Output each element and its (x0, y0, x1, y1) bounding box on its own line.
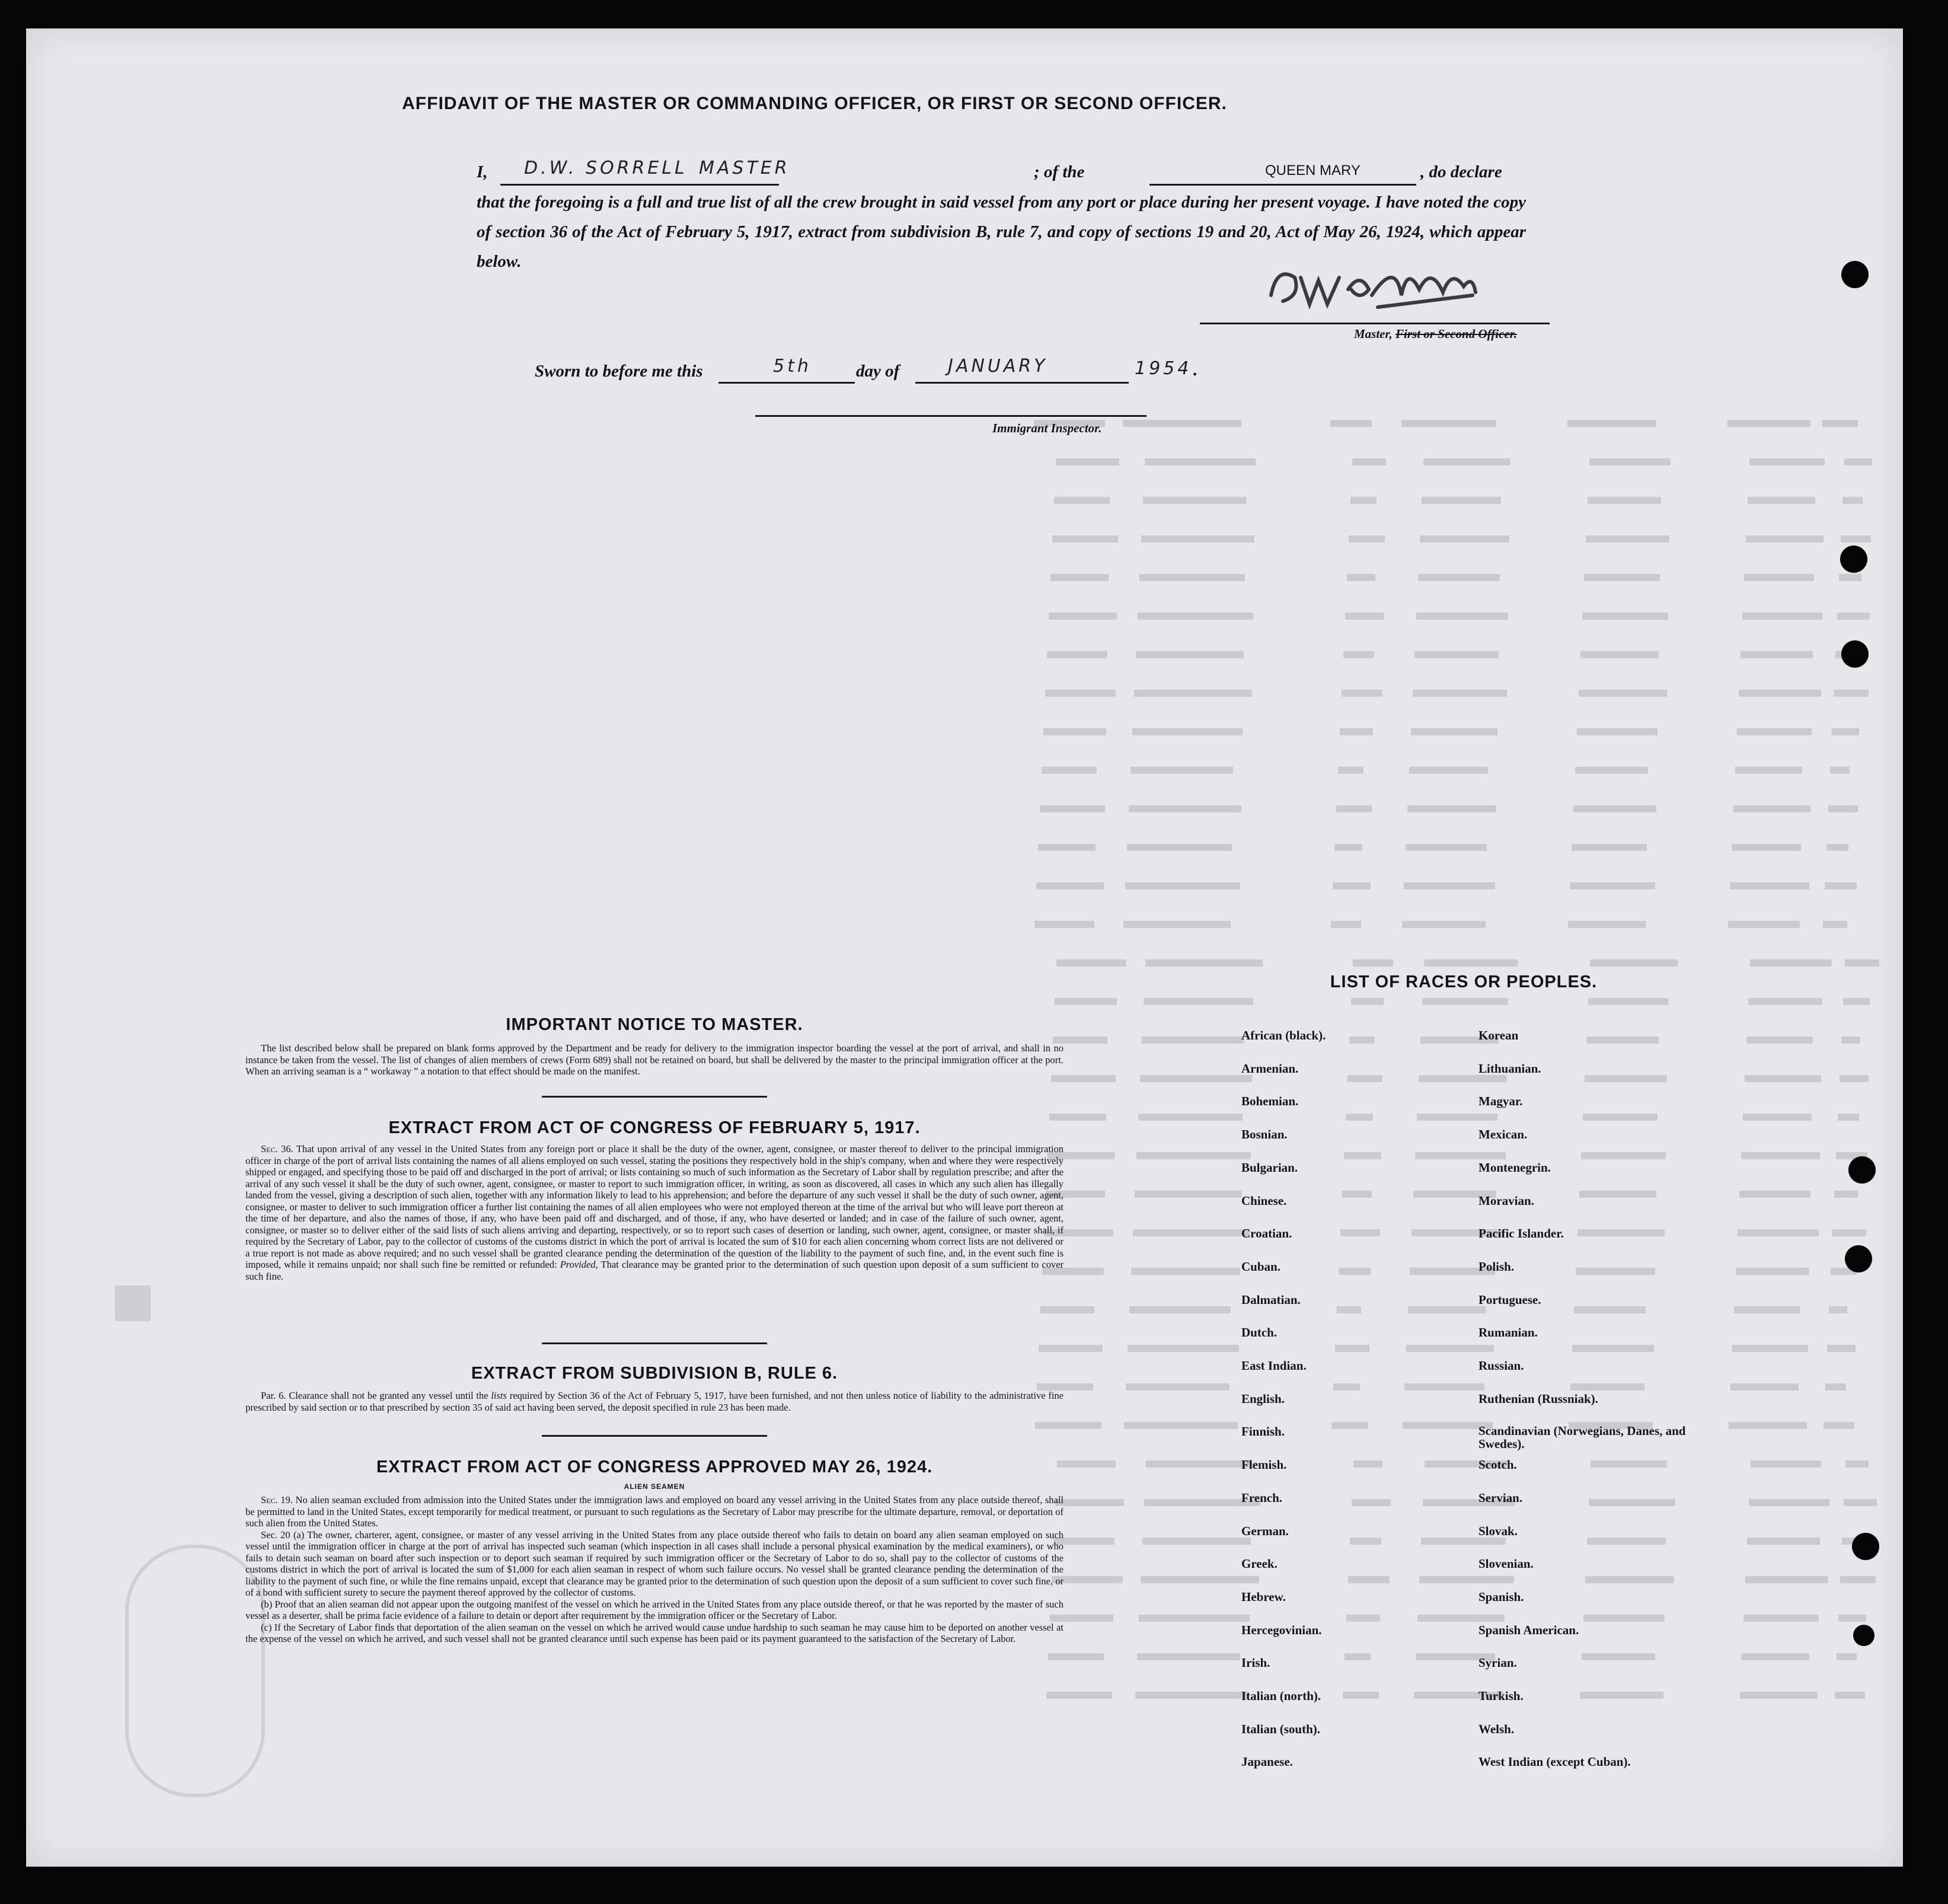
alien-seamen-subtitle: ALIEN SEAMEN (624, 1482, 685, 1491)
affidavit-of-the: ; of the (1034, 162, 1085, 181)
divider (542, 1342, 767, 1344)
punch-hole (1845, 1245, 1872, 1272)
race-item: Russian. (1478, 1358, 1524, 1373)
race-item: Korean (1478, 1028, 1519, 1042)
race-item: West Indian (except Cuban). (1478, 1755, 1631, 1769)
notice-title: IMPORTANT NOTICE TO MASTER. (506, 1015, 803, 1034)
race-item: German. (1241, 1523, 1289, 1538)
signature-line (1200, 323, 1550, 324)
sec20c-body: (c) If the Secretary of Labor finds that deportation of the alien seaman on the vessel on which he arrived would cause undue hardship to such seaman he may cause him to be deported on another vessel at the expense of the vessel on which he arrived, and such vessel shall not be granted clearance until such expense has been paid or its payment guaranteed to the satisfaction of the Secretary of Labor. (245, 1621, 1064, 1644)
master-position: MASTER (699, 158, 790, 178)
race-item: East Indian. (1241, 1358, 1307, 1373)
race-item: Polish. (1478, 1259, 1515, 1274)
sec19-body: No alien seaman excluded from admission into the United States under the immigration laws and employed on board any vessel arriving in the United States from any place outside thereof, shall be permitted to land in the United States, except temporarily for medical treatment, or pursuant to such regulations as the Secretary of Labor may prescribe for the ultimate departure, removal, or deportation of such alien from the United States. (245, 1494, 1064, 1529)
divider (542, 1096, 767, 1098)
punch-hole (1848, 1156, 1876, 1184)
affidavit-title: AFFIDAVIT OF THE MASTER OR COMMANDING OFFICER, OR FIRST OR SECOND OFFICER. (402, 94, 1227, 113)
signature-caption (1354, 327, 1517, 342)
sec20b-body: (b) Proof that an alien seaman did not appear upon the outgoing manifest of the vessel on which he arrived in the United States from any place outside thereof, or that he was reported by the master of such vessel as a deserter, shall be prima facie evidence of a failure to detain or deport after requirement by the immigration officer or the Secretary of Labor. (245, 1598, 1064, 1621)
race-item: Servian. (1478, 1490, 1523, 1505)
race-item: Bulgarian. (1241, 1160, 1298, 1175)
race-item: Portuguese. (1478, 1292, 1541, 1307)
race-item: Welsh. (1478, 1721, 1515, 1736)
race-item: Spanish. (1478, 1589, 1524, 1604)
race-item: Dalmatian. (1241, 1292, 1301, 1307)
sec36-body: That upon arrival of any vessel in the United States from any foreign port or place it shall be the duty of the owner, agent, consignee, or master thereof to deliver to the principal immigration officer in charge of the port of arrival lists containing the names of all aliens employed on such vessel, stating the positions they respectively hold in the ship's company, when and where they were respectively shipped or engaged, and specifying those to be paid off and discharged in the port of arrival; or lists containing so much of such information as the Secretary of Labor shall by regulation prescribe; and after the arrival of any such vessel it shall be the duty of such owner, agent, consignee, or master to report to such immigration officer, in writing, as soon as discovered, all cases in which any such alien has illegally landed from the vessel, giving a description of such alien, together with any information likely to lead to his apprehension; and before the departure of any such vessel it shall be the duty of such owner, agent, consignee, or master to deliver to such immigration officer a further list containing the names of all alien employees who were not employed thereon at the time of the arrival but who will leave port thereon at the time of her departure, and also the names of those, if any, who have been paid off and discharged, and of those, if any, who have deserted or landed; and in case of the failure of such owner, agent, consignee, or master so to deliver either of the said lists of such aliens arriving and departing, respectively, or so to report such cases of desertion or landing, such owner, agent, consignee, or master shall, if required by the Secretary of Labor, pay to the collector of customs of the customs district in which the port of arrival is located the sum of $10 for each alien concerning whom correct lists are not delivered or a true report is not made as above required; and no such vessel shall be granted clearance pending the determination of the question of the liability to the payment of such fine, and, in the event such fine is imposed, while it remains unpaid; nor shall such fine be remitted or refunded: (245, 1143, 1064, 1270)
extract-1917-title: EXTRACT FROM ACT OF CONGRESS OF FEBRUARY 5, 1917. (388, 1118, 921, 1137)
race-item: Italian (south). (1241, 1721, 1321, 1736)
race-item: Bohemian. (1241, 1094, 1299, 1109)
race-item: Japanese. (1241, 1755, 1293, 1769)
name-line (500, 184, 779, 186)
rule6-lists-word: lists (491, 1390, 507, 1401)
sworn-day-line (718, 382, 855, 384)
punch-hole (1841, 261, 1869, 288)
race-item: Magyar. (1478, 1094, 1523, 1109)
affidavit-intro-i: I, (477, 162, 488, 181)
race-item: French. (1241, 1490, 1283, 1505)
affidavit-do-declare: , do declare (1420, 162, 1502, 181)
inspector-line (755, 415, 1147, 417)
master-signature (1265, 254, 1514, 319)
race-item: Scotch. (1478, 1457, 1517, 1472)
race-item: Montenegrin. (1478, 1160, 1551, 1175)
race-item: Turkish. (1478, 1689, 1524, 1703)
race-item: Pacific Islander. (1478, 1226, 1564, 1241)
race-item: Moravian. (1478, 1193, 1534, 1208)
sec19-label: Sec. 19. (261, 1494, 293, 1506)
race-item: Cuban. (1241, 1259, 1280, 1274)
race-item: Hebrew. (1241, 1589, 1286, 1604)
signature-caption-struck: First or Second Officer. (1395, 327, 1517, 341)
document-page (26, 28, 1903, 1867)
punch-hole (1841, 640, 1869, 668)
inspector-caption: Immigrant Inspector. (992, 421, 1102, 435)
race-item: Flemish. (1241, 1457, 1287, 1472)
race-item: Rumanian. (1478, 1325, 1538, 1340)
signature-caption-master: Master, (1354, 327, 1393, 341)
sworn-day: 5th (773, 356, 812, 377)
race-item: Mexican. (1478, 1127, 1528, 1142)
sworn-month: JANUARY (948, 356, 1048, 377)
race-item: Dutch. (1241, 1325, 1278, 1340)
race-item: Ruthenian (Russniak). (1478, 1391, 1598, 1406)
divider (542, 1435, 767, 1437)
vessel-name: QUEEN MARY (1265, 162, 1361, 178)
notice-body: The list described below shall be prepared on blank forms approved by the Department and be ready for delivery to the immigration inspector boarding the vessel at the port of arrival, and shall in no instance be taken from the vessel. The list of changes of alien members of crews (Form 689) shall not be retained on board, but shall be delivered by the master to the principal immigration officer at the port. When an arriving seaman is a “ workaway ” a notation to that effect should be made on the manifest. (245, 1042, 1064, 1077)
races-title: LIST OF RACES OR PEOPLES. (1330, 972, 1598, 991)
vessel-line (1149, 184, 1416, 186)
extract-1924-body (245, 1494, 1064, 1645)
race-item: Irish. (1241, 1656, 1270, 1670)
race-item: Italian (north). (1241, 1689, 1321, 1703)
sec36-proviso-body: That clearance may be granted prior to the determination of such question upon deposit of a sum sufficient to cover such fine. (245, 1259, 1064, 1282)
race-item: Chinese. (1241, 1193, 1287, 1208)
sworn-year: 1954 (1135, 358, 1192, 379)
sec36-proviso-word: Provided, (560, 1259, 598, 1270)
master-name: D.W. SORRELL (524, 158, 688, 178)
race-item: Finnish. (1241, 1424, 1285, 1439)
race-item: Lithuanian. (1478, 1061, 1541, 1076)
punch-hole (1840, 546, 1867, 573)
rule6-body-a: Par. 6. Clearance shall not be granted any vessel until the (261, 1390, 488, 1401)
race-item: Armenian. (1241, 1061, 1299, 1076)
affidavit-body: that the foregoing is a full and true list of all the crew brought in said vessel from any port or place during her present voyage. I have noted the copy of section 36 of the Act of February 5, 1917, extract from subdivision B, rule 7, and copy of sections 19 and 20, Act of May 26, 1924, which appear below. (477, 193, 1526, 271)
sworn-month-line (915, 382, 1129, 384)
sec36-label: Sec. 36. (261, 1143, 293, 1154)
race-item: Greek. (1241, 1557, 1278, 1571)
punch-hole (1853, 1625, 1874, 1646)
race-item: Scandinavian (Norwegians, Danes, and Swedes). (1478, 1424, 1686, 1452)
race-item: Slovenian. (1478, 1557, 1534, 1571)
race-item: Spanish American. (1478, 1622, 1579, 1637)
race-item: Slovak. (1478, 1523, 1518, 1538)
race-item: African (black). (1241, 1028, 1326, 1042)
sec20a-body: Sec. 20 (a) The owner, charterer, agent, consignee, or master of any vessel arriving in the United States from any place outside thereof who fails to detain on board any alien seaman employed on such vessel until the immigration officer in charge at the port of arrival has inspected such seaman (which inspection in all cases shall include a personal physical examination by the medical examiners), or who fails to detain such seaman on board after such inspection or to deport such seaman if required by such immigration officer or the Secretary of Labor to do so, shall pay to the collector of customs of the customs district in which the port of arrival is located the sum of $1,000 for each alien seaman in respect of whom such failure occurs. No vessel shall be granted clearance pending the determination of the liability to the payment of such fine, or while the fine remains unpaid, except that clearance may be granted prior to the determination of such question upon the deposit of a sum sufficient to cover such fine, or of a bond with sufficient surety to secure the payment thereof approved by the collector of customs. (245, 1529, 1064, 1598)
extract-rule-title: EXTRACT FROM SUBDIVISION B, RULE 6. (471, 1364, 838, 1383)
extract-1924-title: EXTRACT FROM ACT OF CONGRESS APPROVED MAY 26, 1924. (376, 1457, 933, 1476)
race-item: Bosnian. (1241, 1127, 1288, 1142)
sworn-day-of: day of (856, 362, 900, 381)
rule6-body-b: required by Section 36 of the Act of February 5, 1917, have been furnished, and not then unless notice of liability to the administrative fine prescribed by said section or to that prescribed by section 35 of said act having been served, the deposit specified in rule 23 has been made. (245, 1390, 1064, 1413)
race-item: Syrian. (1478, 1656, 1517, 1670)
race-item: Croatian. (1241, 1226, 1292, 1241)
sworn-prefix: Sworn to before me this (535, 362, 703, 381)
sworn-period: . (1193, 361, 1197, 379)
race-item: English. (1241, 1391, 1285, 1406)
race-item: Hercegovinian. (1241, 1622, 1322, 1637)
punch-hole (1852, 1533, 1879, 1560)
